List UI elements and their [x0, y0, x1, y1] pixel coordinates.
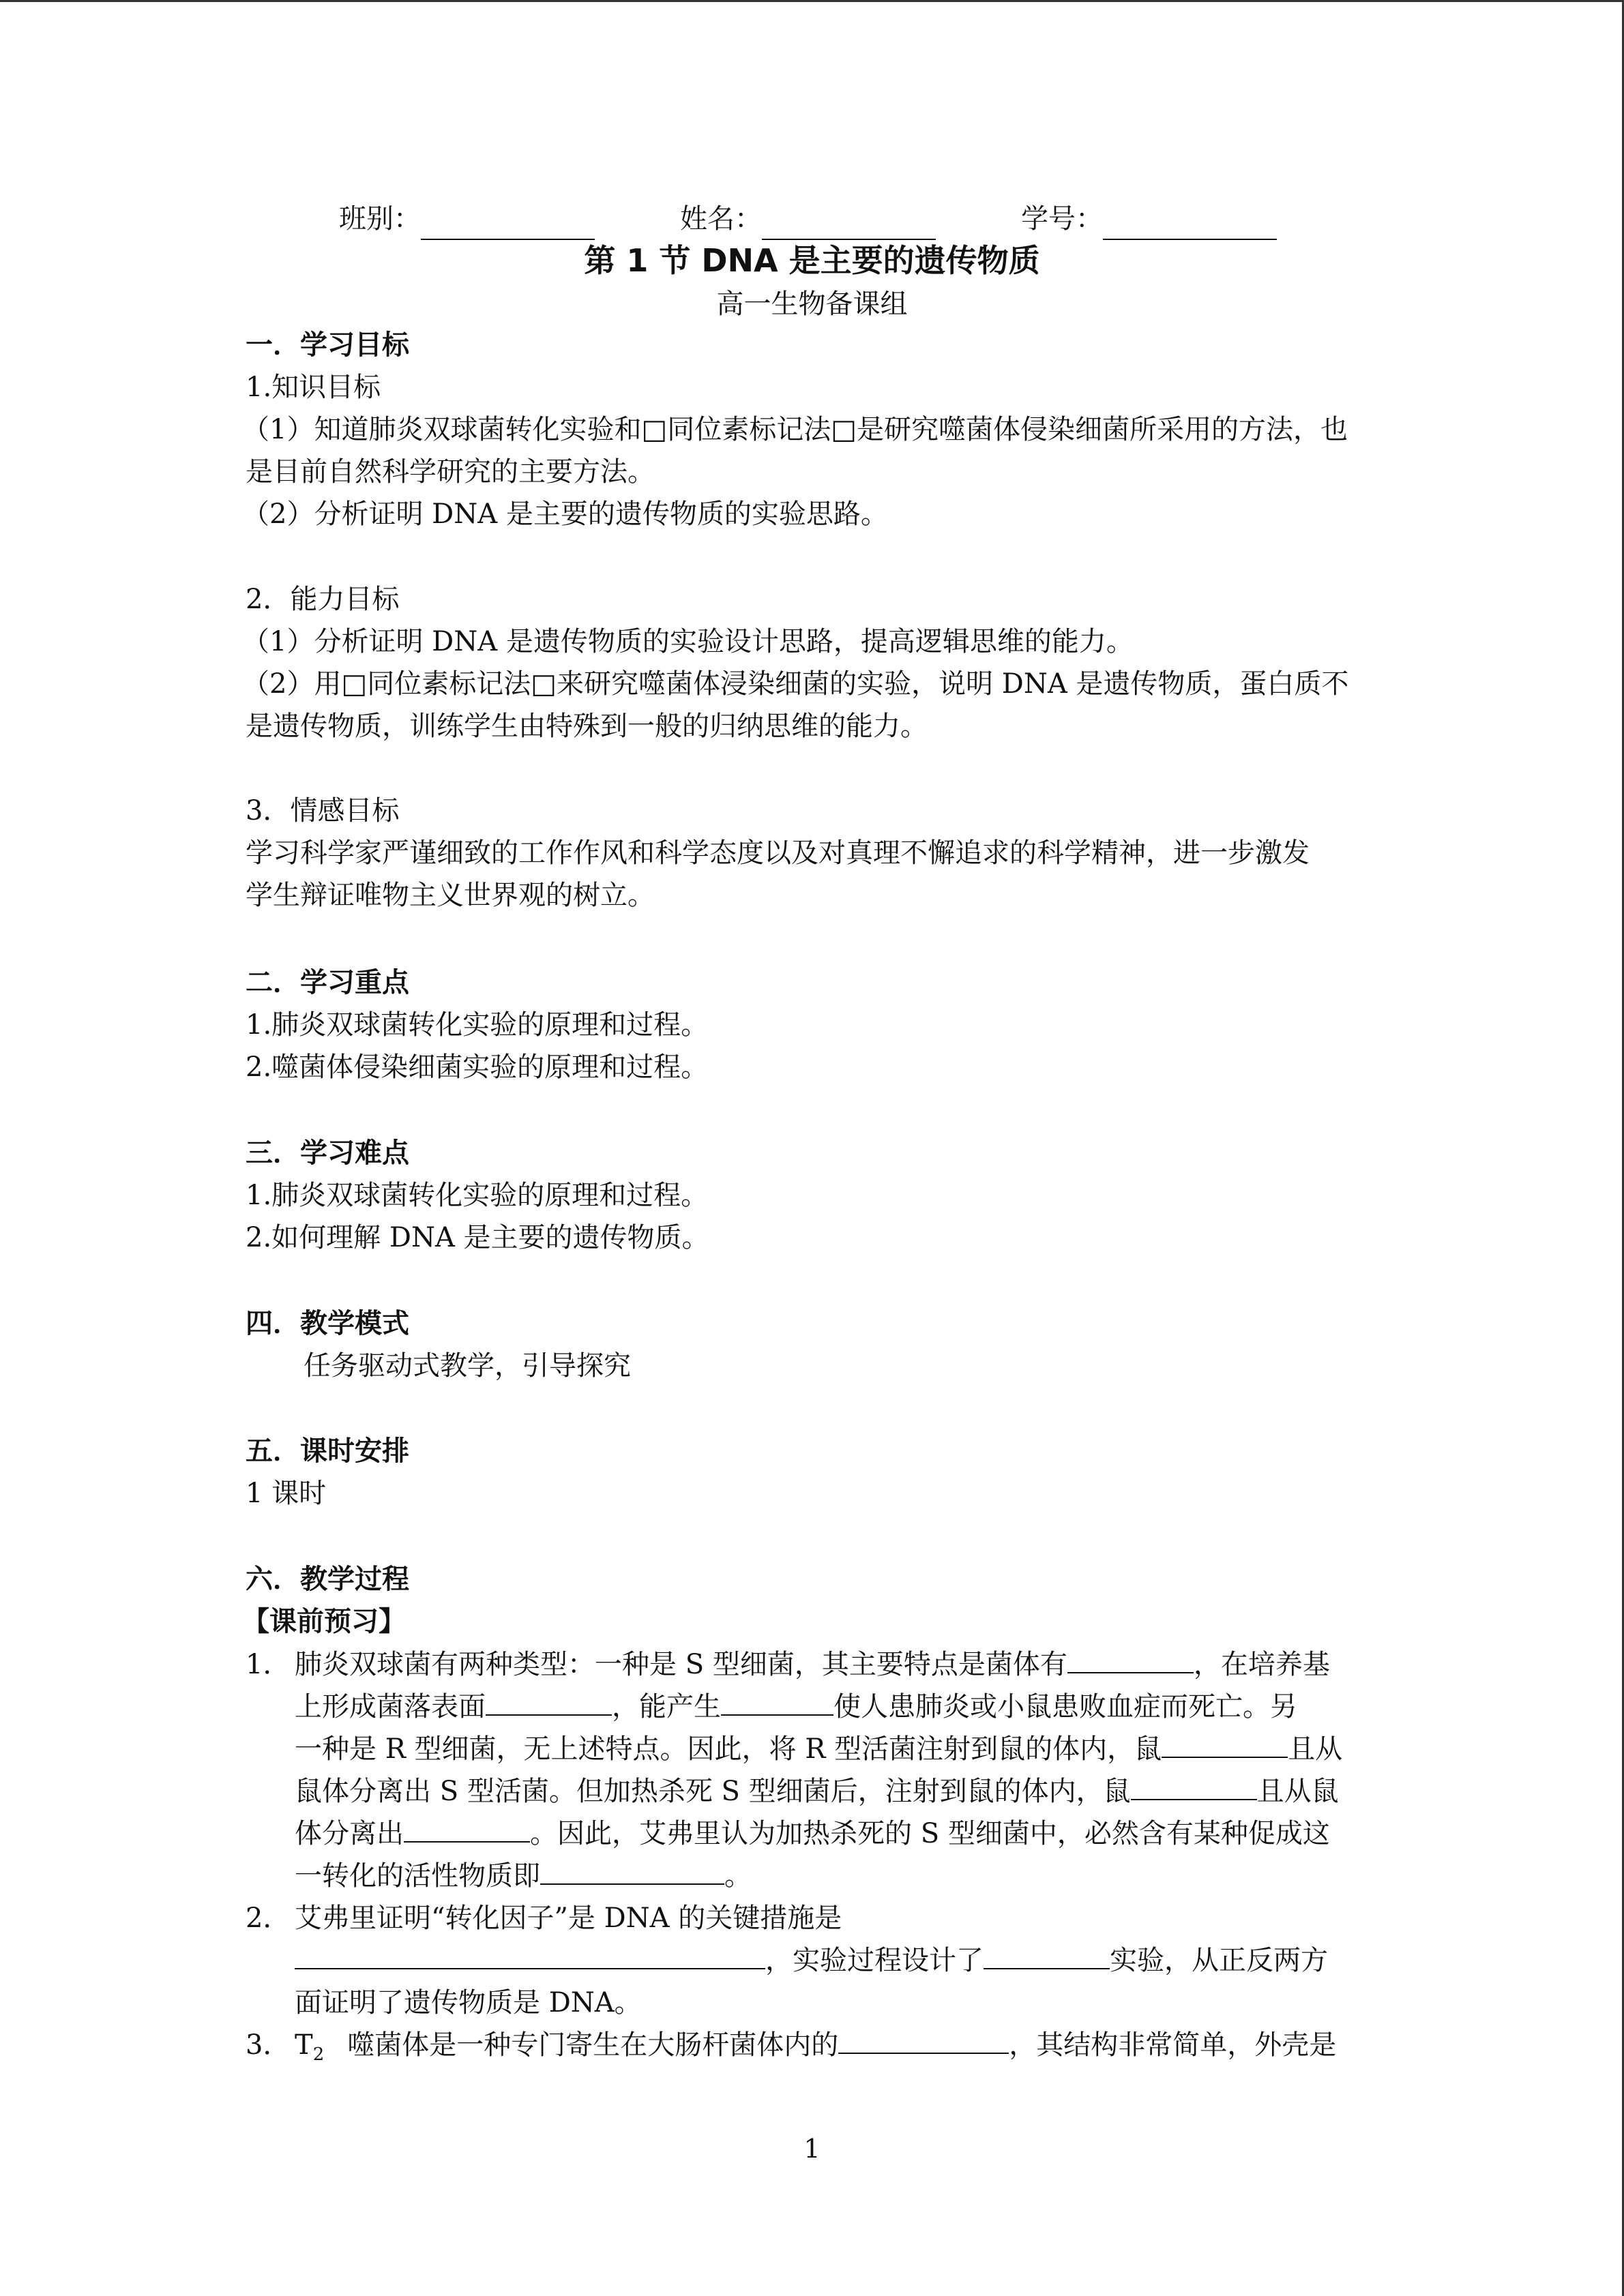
document-title: 第 1 节 DNA 是主要的遗传物质	[584, 242, 1040, 279]
teaching-mode-text: 任务驱动式教学，引导探究	[304, 1350, 631, 1382]
student-info-line	[339, 198, 1277, 240]
emotion-objective-line2: 学生辩证唯物主义世界观的树立。	[246, 880, 655, 911]
knowledge-objective-title: 1.知识目标	[246, 372, 381, 403]
document-subtitle: 高一生物备课组	[716, 288, 908, 320]
q1-text: 鼠体分离出 S 型活菌。但加热杀死 S 型细菌后，注射到鼠的体内，鼠	[295, 1776, 1131, 1807]
q2-text: 艾弗里证明“转化因子”是 DNA 的关键措施是	[295, 1903, 842, 1934]
q2-text: 面证明了遗传物质是 DNA。	[295, 1987, 642, 2018]
section-heading-schedule: 五．课时安排	[246, 1435, 409, 1467]
answer-blank[interactable]	[486, 1687, 612, 1716]
section-heading-process: 六．教学过程	[246, 1564, 409, 1595]
section-heading-teaching-mode: 四．教学模式	[246, 1308, 409, 1339]
question-3-number: 3．	[246, 2029, 291, 2061]
emotion-objective-line1: 学习科学家严谨细致的工作作风和科学态度以及对真理不懈追求的科学精神，进一步激发	[246, 837, 1310, 869]
difficulty-1: 1.肺炎双球菌转化实验的原理和过程。	[246, 1180, 709, 1211]
preview-heading: 【课前预习】	[242, 1606, 406, 1637]
answer-blank[interactable]	[1162, 1729, 1288, 1758]
t2-subscript: 2	[312, 2044, 325, 2065]
page-number: 1	[803, 2134, 821, 2164]
question-1	[295, 1643, 1386, 1897]
ability-objective-1: （1）分析证明 DNA 是遗传物质的实验设计思路，提高逻辑思维的能力。	[242, 626, 1134, 657]
class-label: 班别：	[339, 203, 421, 235]
section-heading-objectives: 一．学习目标	[246, 329, 409, 361]
answer-blank[interactable]	[404, 1814, 530, 1843]
q1-text: 体分离出	[295, 1818, 404, 1849]
question-2-number: 2．	[246, 1903, 291, 1934]
section-heading-difficulties: 三．学习难点	[246, 1137, 409, 1169]
q1-text: ，在培养基	[1193, 1649, 1330, 1680]
answer-blank[interactable]	[540, 1856, 724, 1885]
answer-blank[interactable]	[838, 2025, 1009, 2054]
t2-phage-label: T	[295, 2029, 313, 2061]
section-heading-key-points: 二．学习重点	[246, 967, 409, 998]
schedule-text: 1 课时	[246, 1478, 327, 1509]
q2-text: ，实验过程设计了	[765, 1945, 984, 1976]
q1-text: 。	[724, 1860, 752, 1892]
q1-text: ，能产生	[612, 1691, 721, 1723]
answer-blank[interactable]	[1067, 1645, 1194, 1673]
key-point-1: 1.肺炎双球菌转化实验的原理和过程。	[246, 1009, 709, 1041]
ability-objective-2-line1: （2）用□同位素标记法□来研究噬菌体浸染细菌的实验，说明 DNA 是遗传物质，蛋白质不	[242, 668, 1349, 700]
q1-text: 且从	[1288, 1733, 1343, 1765]
q1-text: 使人患肺炎或小鼠患败血症而死亡。另	[833, 1691, 1297, 1723]
q3-text: 噬菌体是一种专门寄生在大肠杆菌体内的	[347, 2029, 839, 2061]
answer-blank[interactable]	[1131, 1772, 1257, 1800]
answer-blank[interactable]	[984, 1941, 1110, 1969]
knowledge-objective-1-line2: 是目前自然科学研究的主要方法。	[246, 456, 655, 488]
knowledge-objective-2: （2）分析证明 DNA 是主要的遗传物质的实验思路。	[242, 498, 888, 530]
ability-objective-title: 2．能力目标	[246, 584, 400, 615]
q3-text: ，其结构非常简单，外壳是	[1009, 2029, 1337, 2061]
question-2	[295, 1897, 1386, 2024]
question-3	[295, 2024, 1386, 2076]
question-1-number: 1．	[246, 1649, 291, 1680]
key-point-2: 2.噬菌体侵染细菌实验的原理和过程。	[246, 1052, 709, 1083]
student-id-field[interactable]	[1103, 209, 1277, 240]
answer-blank[interactable]	[721, 1687, 833, 1716]
q1-text: 一转化的活性物质即	[295, 1860, 540, 1892]
class-field[interactable]	[421, 209, 595, 240]
q1-text: 且从鼠	[1256, 1776, 1339, 1807]
difficulty-2: 2.如何理解 DNA 是主要的遗传物质。	[246, 1222, 709, 1253]
q2-text: 实验，从正反两方	[1110, 1945, 1328, 1976]
q1-text: 肺炎双球菌有两种类型：一种是 S 型细菌，其主要特点是菌体有	[295, 1649, 1067, 1680]
name-field[interactable]	[762, 209, 936, 240]
q1-text: 上形成菌落表面	[295, 1691, 486, 1723]
knowledge-objective-1-line1: （1）知道肺炎双球菌转化实验和□同位素标记法□是研究噬菌体侵染细菌所采用的方法，也	[242, 414, 1348, 445]
emotion-objective-title: 3．情感目标	[246, 795, 400, 826]
student-id-label: 学号：	[1021, 203, 1103, 235]
q1-text: 。因此，艾弗里认为加热杀死的 S 型细菌中，必然含有某种促成这	[530, 1818, 1330, 1849]
answer-blank[interactable]	[295, 1941, 765, 1969]
q1-text: 一种是 R 型细菌，无上述特点。因此，将 R 型活菌注射到鼠的体内，鼠	[295, 1733, 1162, 1765]
name-label: 姓名：	[680, 203, 762, 235]
ability-objective-2-line2: 是遗传物质，训练学生由特殊到一般的归纳思维的能力。	[246, 711, 928, 742]
